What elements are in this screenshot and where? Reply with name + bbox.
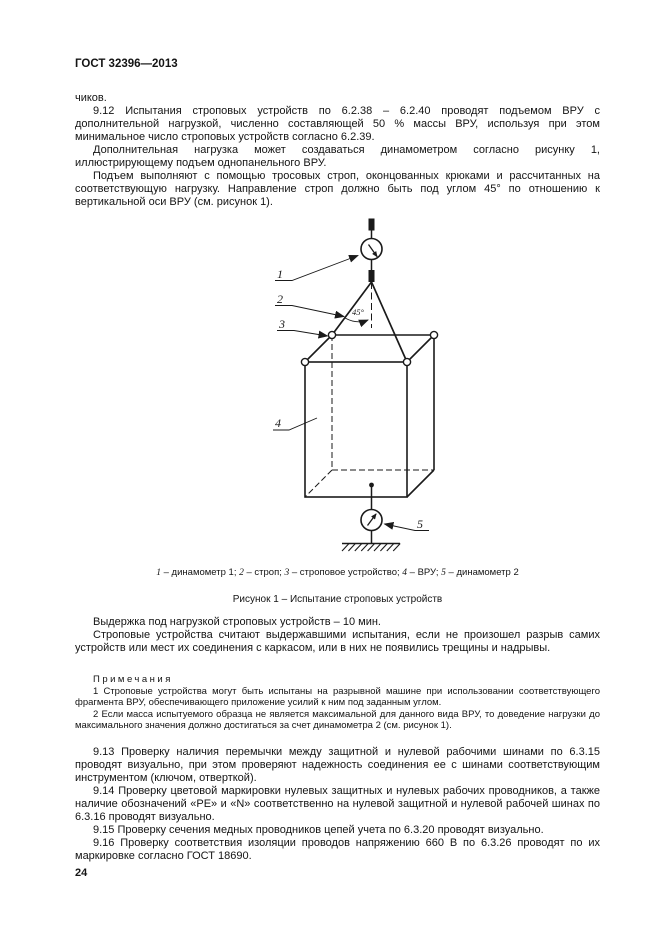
paragraph-holding-time: Выдержка под нагрузкой строповых устройств – 10 мин. [93,616,381,628]
caption-part-5 [441,567,519,578]
figure-label-3: 3 [279,317,285,331]
hook-bar-top [369,219,375,231]
vru-front-face [305,362,407,497]
leader-line-1 [275,256,358,281]
lifting-eye-front-right [403,358,410,365]
note-1: 1 Строповые устройства могут быть испытаны на разрывной машине при использовании соответствующего фрагмента ВРУ, обеспечивающего приложение усилий к ним под заданным углом. [75,685,600,708]
paragraph-9-15: 9.15 Проверку сечения медных проводников цепей учета по 6.3.20 проводят визуально. [93,823,544,836]
lifting-eyes [301,331,437,365]
paragraph-pass-criteria: Строповые устройства считают выдержавшими испытания, если не произошел разрыв самих устройств или мест их соединения с каркасом, или в них не появились трещины и надрывы. [75,629,600,654]
figure-label-2: 2 [277,292,283,306]
vru-top-left-edge [305,335,332,362]
paragraph-additional-load: Дополнительная нагрузка может создаваться динамометром согласно рисунку 1, иллюстрирующему подъем однопанельного ВРУ. [75,144,600,169]
caption-ref-text: – строп; [243,567,285,578]
caption-ref-number: 4 [402,568,408,578]
figure-caption [75,567,600,579]
notes-header: Примечания [93,674,173,685]
paragraph-9-13: 9.13 Проверку наличия перемычки между защитной и нулевой рабочими шинами по 6.3.15 проводят визуально, при этом проверяют надежность соединения ее с шинами соответствующим инструментом (ключом, отверткой). [75,745,600,784]
vru-top-right-edge [407,335,434,362]
caption-ref-number: 1 [156,568,161,578]
paragraph-continuation: чиков. [75,92,107,104]
sling-right [372,282,408,362]
paragraph-lifting: Подъем выполняют с помощью тросовых строп, оконцованных крюками и рассчитанных на соответствующую нагрузку. Направление строп должно быть под углом 45° по отношению к вертикальной оси ВРУ (см. рисунок 1). [75,170,600,208]
page-number: 24 [75,866,88,879]
caption-ref-number: 5 [441,568,446,578]
lifting-eye-back-left [328,331,335,338]
ground-hatch [342,544,400,552]
caption-part-2 [239,567,284,578]
figure-label-4: 4 [275,416,281,430]
caption-ref-number: 3 [284,568,290,578]
caption-ref-text: – строповое устройство; [289,567,403,578]
dynamometer-1-needle [369,245,378,257]
angle-45-arc [345,318,368,322]
vru-hidden-edges [305,335,434,497]
caption-ref-text: – динамометр 2 [445,567,519,578]
caption-part-4 [402,567,441,578]
angle-45-label: 45° [352,307,364,317]
figure-title: Рисунок 1 – Испытание строповых устройств [232,594,443,605]
note-2: 2 Если масса испытуемого образца не является максимальной для данного вида ВРУ, то доведение нагрузки до максимального значения должно достигаться за счет динамометра 2 (см. рисунок 1). [75,708,600,731]
notes-block [75,674,600,732]
figure-1-diagram [230,218,500,554]
paragraph-9-12: 9.12 Испытания строповых устройств по 6.2.38 – 6.2.40 проводят подъемом ВРУ с дополнительной нагрузкой, численно составляющей 50 % массы ВРУ, используя при этом минимальное число строповых устройств согласно 6.2.39. [75,105,600,143]
leader-lines [273,256,429,531]
paragraph-9-16: 9.16 Проверку соответствия изоляции проводов напряжению 660 В по 6.3.26 проводят по их маркировке согласно ГОСТ 18690. [75,836,600,862]
lifting-eye-front-left [301,358,308,365]
caption-part-3 [285,567,403,578]
caption-ref-text: – ВРУ; [407,567,442,578]
figure-label-5: 5 [417,517,423,531]
vru-cabinet [301,331,437,497]
leader-line-2 [275,306,344,317]
caption-part-1 [156,567,239,578]
leader-line-3 [277,331,328,337]
caption-ref-number: 2 [239,568,244,578]
figure-1-container [230,218,500,554]
sling-apex-bar [369,270,375,282]
vru-bottom-right-edge [407,470,434,497]
figure-label-1: 1 [277,267,283,281]
paragraph-9-14: 9.14 Проверку цветовой маркировки нулевых защитных и нулевых рабочих проводников, а также наличие обозначений «РЕ» и «N» соответственно на нулевой защитной и нулевой рабочей шинах по 6.3.16 проводят визуально. [75,784,600,823]
caption-ref-text: – динамометр 1; [161,567,240,578]
doc-header-standard-number: ГОСТ 32396—2013 [75,58,178,70]
lifting-eye-back-right [430,331,437,338]
